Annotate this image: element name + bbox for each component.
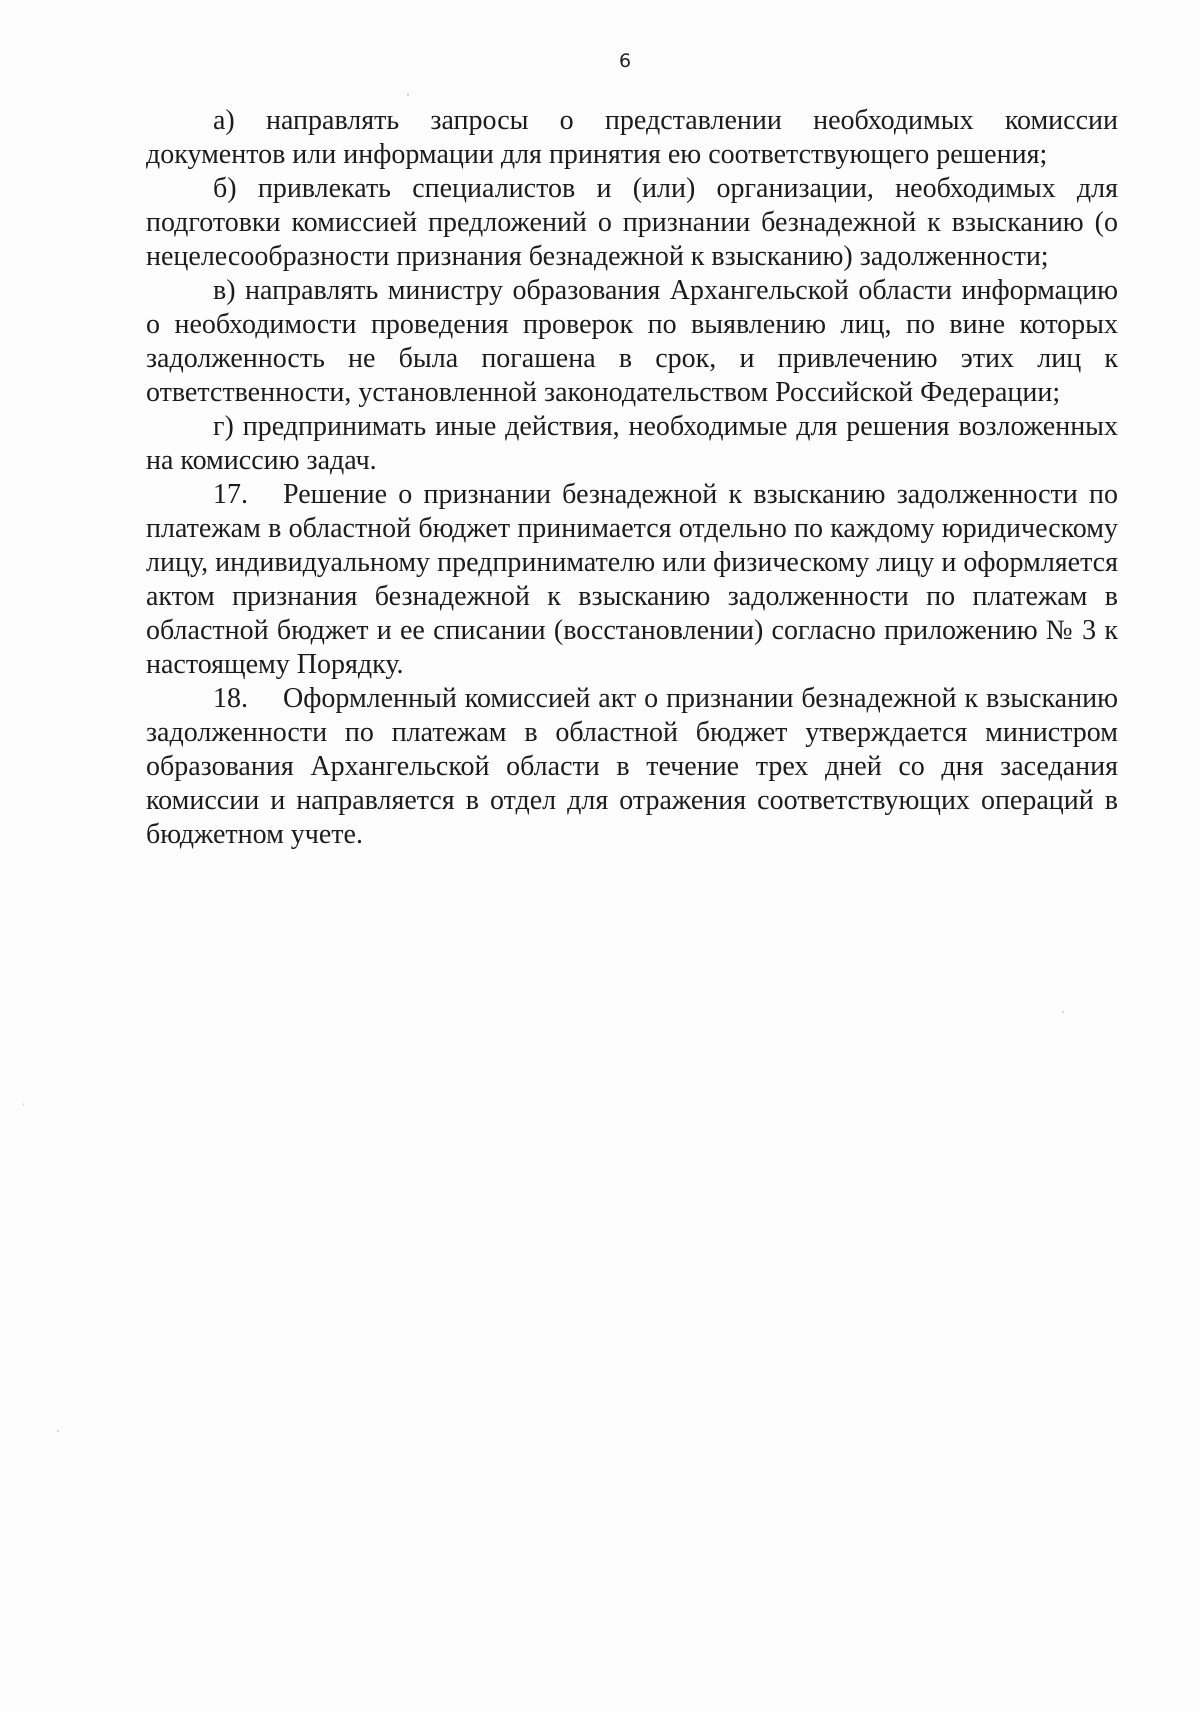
document-body [146, 104, 1118, 852]
scan-speck [57, 1430, 59, 1432]
paragraph-text: б) привлекать специалистов и (или) организации, необходимых для подготовки комиссией предложений о признании безнадежной к взысканию (о нецелесообразности признания безнадежной к взысканию) задолженности; [146, 173, 1118, 272]
paragraph-item-v [146, 274, 1118, 410]
clause-text: Решение о признании безнадежной к взысканию задолженности по платежам в областной бюджет принимается отдельно по каждому юридическому лицу, индивидуальному предпринимателю или физическому лицу и оформляется актом признания безнадежной к взысканию задолженности по платежам в областной бюджет и ее списании (восстановлении) согласно приложению № 3 к настоящему Порядку. [146, 479, 1118, 680]
clause-text: Оформленный комиссией акт о признании безнадежной к взысканию задолженности по платежам в областной бюджет утверждается министром образования Архангельской области в течение трех дней со дня заседания комиссии и направляется в отдел для отражения соответствующих операций в бюджетном учете. [146, 683, 1118, 850]
scan-speck [23, 1103, 24, 1106]
paragraph-text: а) направлять запросы о представлении необходимых комиссии документов или информации для принятия ею соответствующего решения; [146, 105, 1118, 170]
paragraph-item-b [146, 172, 1118, 274]
paragraph-text: г) предпринимать иные действия, необходимые для решения возложенных на комиссию задач. [146, 411, 1118, 476]
clause-number: 17. [213, 479, 248, 510]
clause-18 [146, 682, 1118, 852]
scan-speck [1062, 1011, 1064, 1013]
paragraph-text: в) направлять министру образования Архангельской области информацию о необходимости проведения проверок по выявлению лиц, по вине которых задолженность не была погашена в срок, и привлечению этих лиц к ответственности, установленной законодательством Российской Федерации; [146, 275, 1118, 408]
page-number: 6 [618, 50, 632, 72]
paragraph-item-g [146, 410, 1118, 478]
clause-number: 18. [213, 683, 248, 714]
paragraph-item-a [146, 104, 1118, 172]
clause-17 [146, 478, 1118, 682]
scan-speck [407, 93, 409, 96]
